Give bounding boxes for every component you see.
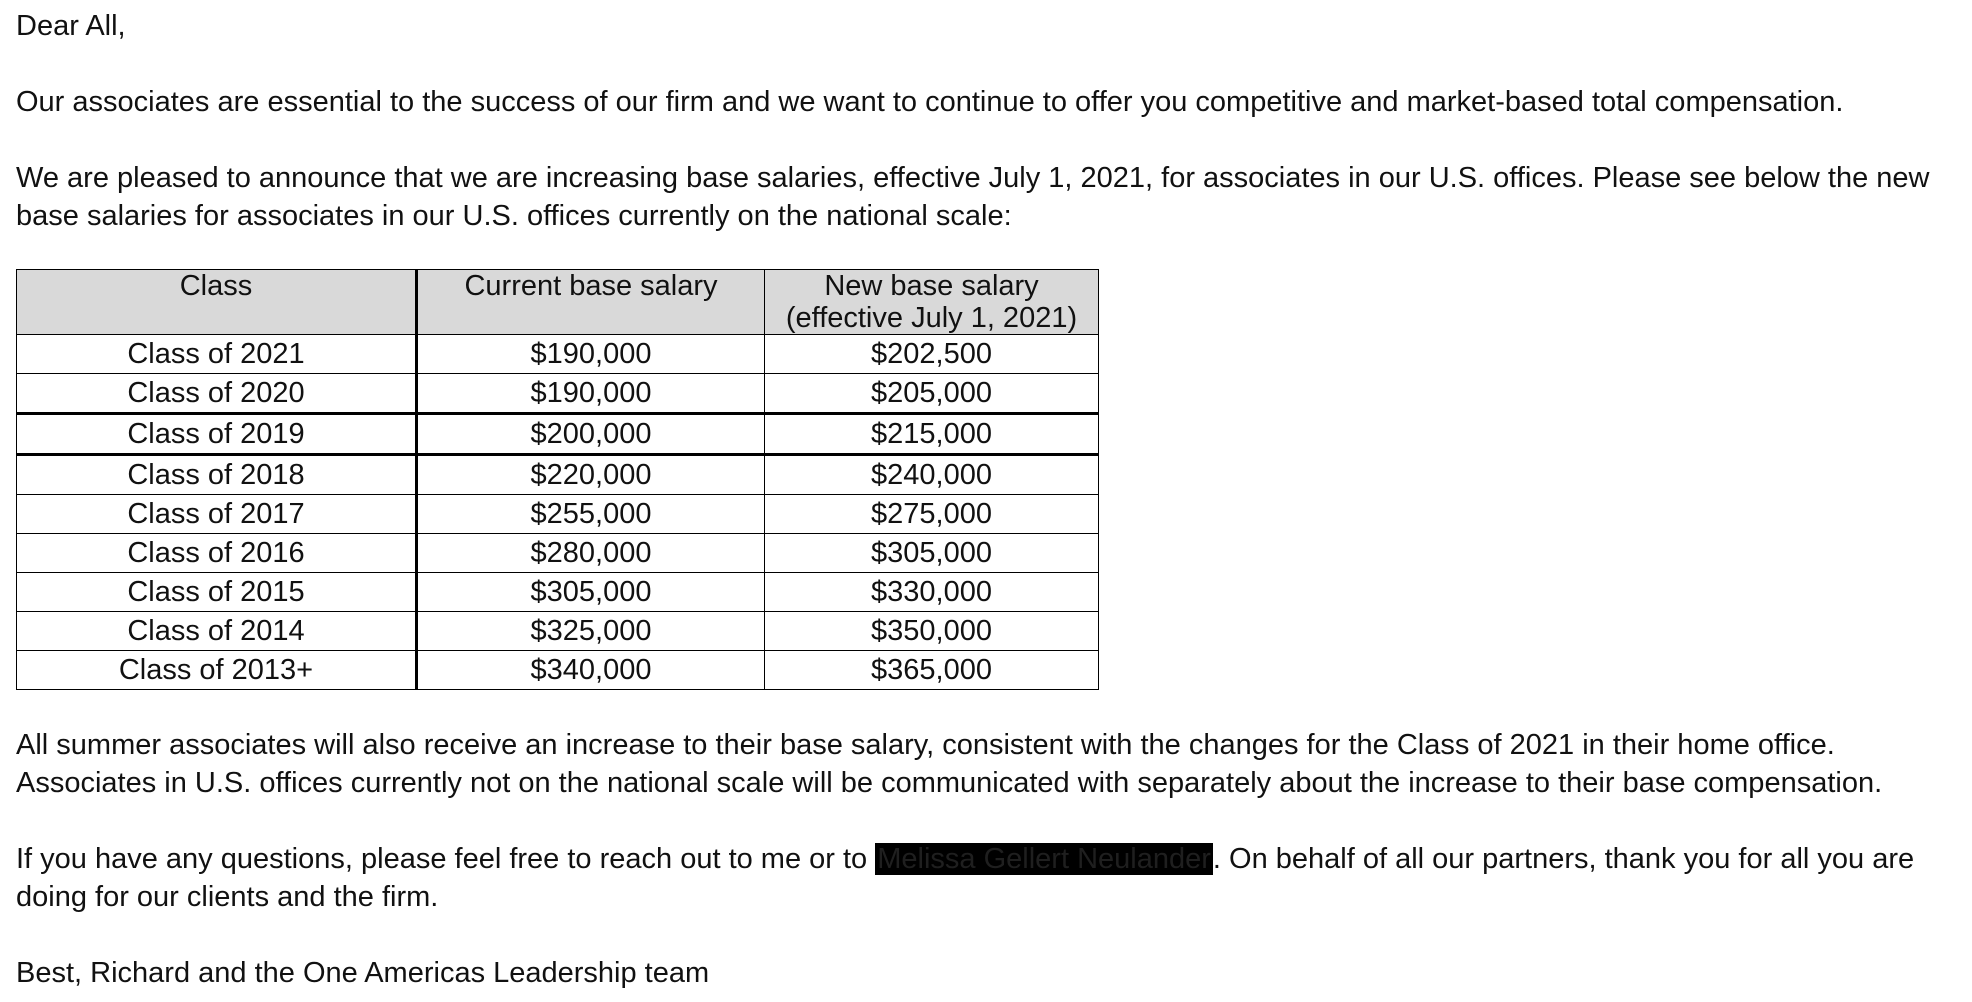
cell-class: Class of 2021 (17, 335, 417, 374)
table-row (17, 335, 1099, 374)
cell-class: Class of 2014 (17, 612, 417, 651)
table-header-row (17, 270, 1099, 335)
signoff: Best, Richard and the One Americas Leadership team (16, 957, 710, 989)
table-row (17, 495, 1099, 534)
cell-current-salary: $255,000 (417, 495, 765, 534)
cell-new-salary: $305,000 (765, 534, 1099, 573)
cell-current-salary: $200,000 (417, 414, 765, 455)
cell-new-salary: $275,000 (765, 495, 1099, 534)
table-row (17, 414, 1099, 455)
questions-paragraph (16, 840, 1972, 916)
questions-text-after: . On behalf of all our partners, thank you for all you are (1212, 843, 1915, 875)
questions-text-before: If you have any questions, please feel free to reach out to me or to (16, 843, 876, 875)
table-row (17, 612, 1099, 651)
cell-current-salary: $220,000 (417, 455, 765, 495)
table-row (17, 534, 1099, 573)
questions-line-2: doing for our clients and the firm. (16, 881, 439, 913)
cell-new-salary: $240,000 (765, 455, 1099, 495)
cell-class: Class of 2015 (17, 573, 417, 612)
cell-current-salary: $190,000 (417, 374, 765, 414)
header-current-salary: Current base salary (417, 270, 765, 335)
cell-new-salary: $330,000 (765, 573, 1099, 612)
cell-class: Class of 2020 (17, 374, 417, 414)
greeting: Dear All, (16, 10, 126, 42)
summer-associates-paragraph (16, 726, 1972, 802)
cell-new-salary: $350,000 (765, 612, 1099, 651)
header-new-salary (765, 270, 1099, 335)
header-class: Class (17, 270, 417, 335)
announcement-paragraph (16, 159, 1972, 235)
cell-class: Class of 2017 (17, 495, 417, 534)
intro-paragraph: Our associates are essential to the success of our firm and we want to continue to offer you competitive and market-based total compensation. (16, 86, 1844, 118)
cell-current-salary: $325,000 (417, 612, 765, 651)
table-row (17, 573, 1099, 612)
cell-class: Class of 2018 (17, 455, 417, 495)
cell-current-salary: $190,000 (417, 335, 765, 374)
header-new-salary-line-2: (effective July 1, 2021) (785, 302, 1078, 334)
redacted-name: Melissa Gellert Neulander (877, 843, 1211, 875)
table-row (17, 374, 1099, 414)
cell-new-salary: $365,000 (765, 651, 1099, 690)
announcement-line-2: base salaries for associates in our U.S. offices currently on the national scale: (16, 200, 1012, 232)
header-new-salary-line-1: New base salary (824, 270, 1039, 302)
salary-table-body (17, 335, 1099, 690)
cell-class: Class of 2016 (17, 534, 417, 573)
cell-new-salary: $202,500 (765, 335, 1099, 374)
cell-class: Class of 2019 (17, 414, 417, 455)
table-row (17, 455, 1099, 495)
summer-line-2: Associates in U.S. offices currently not on the national scale will be communicated with separately about the increase to their base compensation. (16, 767, 1883, 799)
summer-line-1: All summer associates will also receive an increase to their base salary, consistent with the changes for the Class of 2021 in their home office. (16, 729, 1835, 761)
table-row (17, 651, 1099, 690)
cell-current-salary: $280,000 (417, 534, 765, 573)
salary-table (16, 269, 1099, 690)
cell-class: Class of 2013+ (17, 651, 417, 690)
cell-new-salary: $205,000 (765, 374, 1099, 414)
announcement-line-1: We are pleased to announce that we are increasing base salaries, effective July 1, 2021, for associates in our U.S. offices. Please see below the new (16, 162, 1930, 194)
cell-new-salary: $215,000 (765, 414, 1099, 455)
cell-current-salary: $305,000 (417, 573, 765, 612)
cell-current-salary: $340,000 (417, 651, 765, 690)
salary-table-container (16, 269, 1972, 690)
